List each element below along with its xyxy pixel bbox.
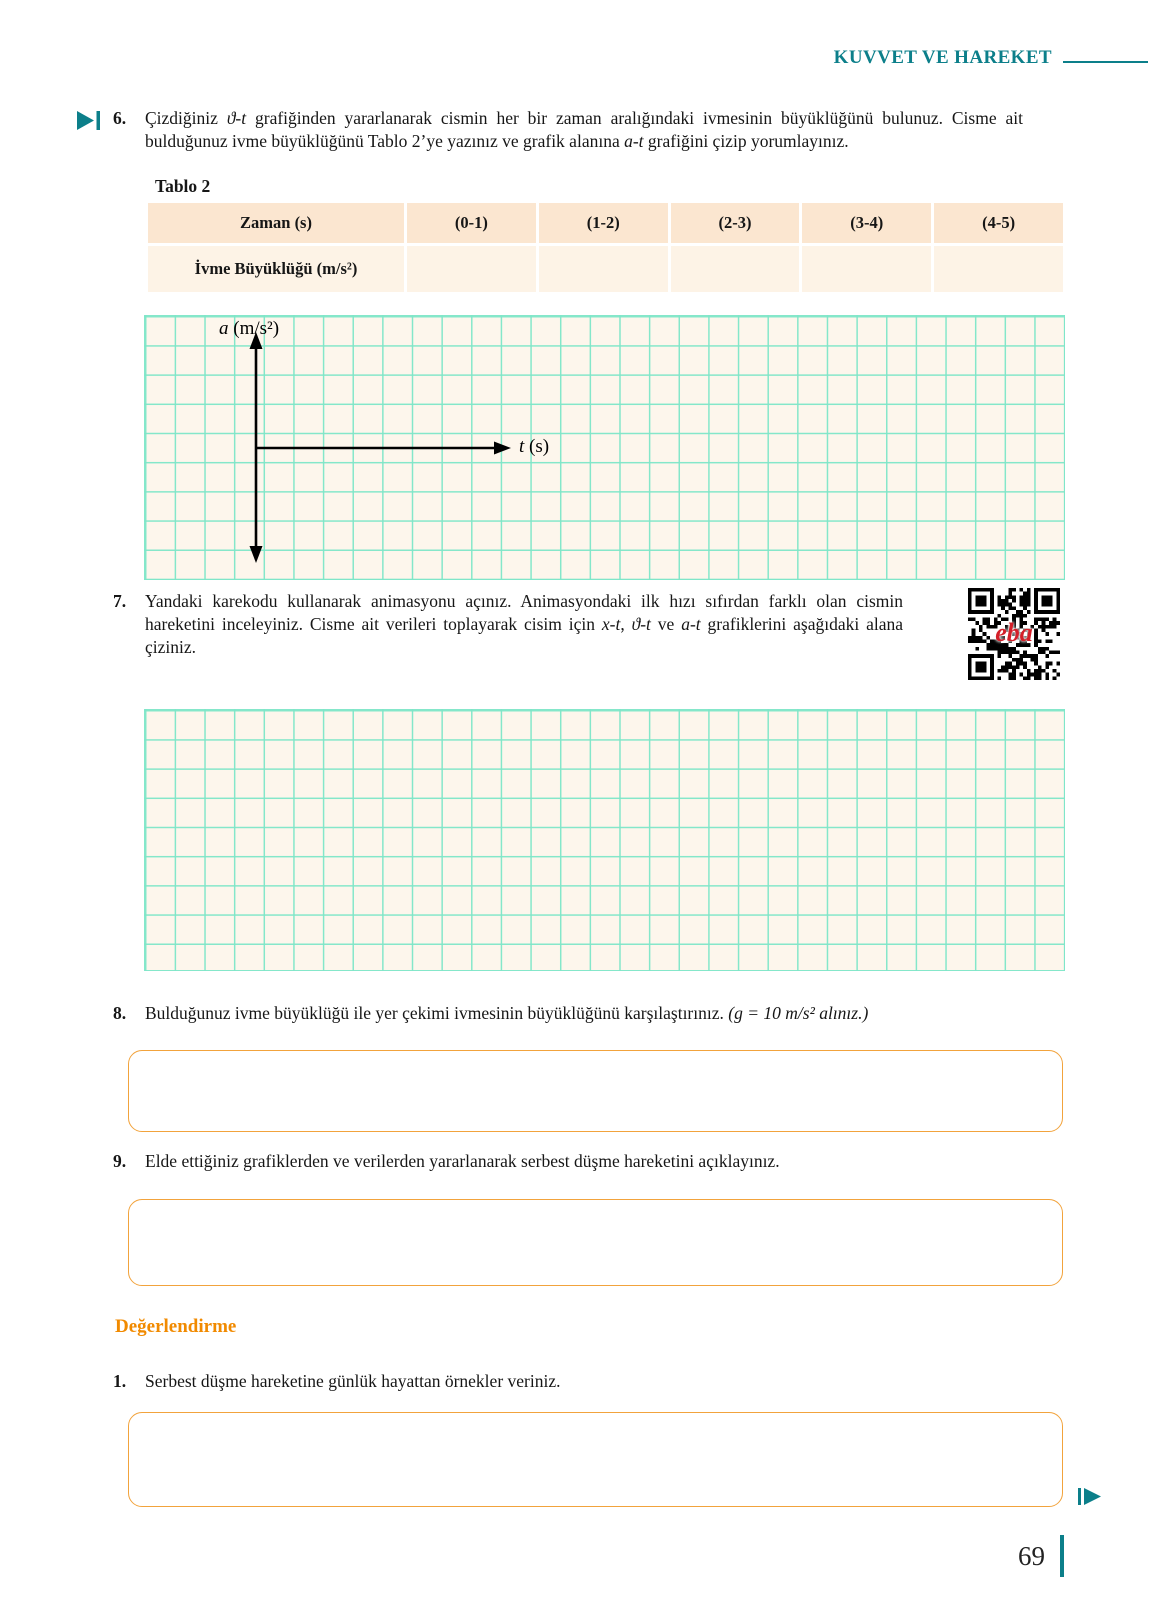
question-9-number: 9. xyxy=(113,1151,127,1171)
q8-text-part: Bulduğunuz ivme büyüklüğü ile yer çekimi ivmesinin büyüklüğünü karşılaştırınız. xyxy=(145,1003,729,1023)
header-rule xyxy=(1063,61,1148,63)
table-empty-cell[interactable] xyxy=(539,246,668,292)
table-empty-cell[interactable] xyxy=(934,246,1063,292)
table-header-zaman: Zaman (s) xyxy=(148,203,404,243)
q7-text-part: ve xyxy=(650,614,682,634)
y-axis-label xyxy=(219,318,279,340)
page-number: 69 xyxy=(1018,1541,1045,1571)
q8-italic-g: (g = 10 m/s² alınız.) xyxy=(728,1003,869,1023)
question-8 xyxy=(113,1002,1023,1025)
q7-text-part: , xyxy=(620,614,632,634)
question-7-text xyxy=(113,590,903,659)
q7-text-part: Yandaki karekodu kullanarak animasyonu açınız. Animasyondaki ilk hızı sıfırdan farklı olan cismin hareketini inceleyiniz. Cisme ait verileri toplayarak cisim için xyxy=(145,591,903,634)
chapter-title: KUVVET VE HAREKET xyxy=(833,47,1052,68)
q6-italic-at: a-t xyxy=(624,131,644,151)
table-header-interval: (4-5) xyxy=(934,203,1063,243)
answer-box-eval-1[interactable] xyxy=(128,1412,1063,1507)
q7-italic-xt: x-t xyxy=(601,614,621,634)
page-number-rule xyxy=(1060,1535,1064,1577)
y-axis-var: a xyxy=(219,318,229,339)
q7-italic-at: a-t xyxy=(681,614,701,634)
x-axis-label xyxy=(519,436,549,458)
section-marker-icon xyxy=(77,111,102,135)
evaluation-heading: Değerlendirme xyxy=(115,1316,237,1337)
evaluation-question-1 xyxy=(113,1370,1023,1393)
table-header-interval: (2-3) xyxy=(671,203,800,243)
answer-box-q9[interactable] xyxy=(128,1199,1063,1286)
table-empty-cell[interactable] xyxy=(802,246,931,292)
q7-italic-vt: ϑ-t xyxy=(631,614,651,634)
table-header-interval: (3-4) xyxy=(802,203,931,243)
y-axis-unit: (m/s²) xyxy=(228,318,280,339)
q7-text-part: grafiklerini aşağıdaki alana çiziniz. xyxy=(145,614,904,657)
question-6-text xyxy=(113,107,1023,153)
answer-box-q8[interactable] xyxy=(128,1050,1063,1132)
table-2-title: Tablo 2 xyxy=(155,176,211,196)
table-header-interval: (1-2) xyxy=(539,203,668,243)
qr-code xyxy=(968,588,1060,680)
question-8-number: 8. xyxy=(113,1003,127,1023)
x-axis-var: t xyxy=(519,436,525,457)
table-empty-cell[interactable] xyxy=(407,246,536,292)
x-axis-unit: (s) xyxy=(524,436,550,457)
evaluation-question-1-text: Serbest düşme hareketine günlük hayattan örnekler veriniz. xyxy=(145,1371,561,1391)
a-t-axes xyxy=(145,316,1064,579)
q6-text-part: grafiğini çizip yorumlayınız. xyxy=(643,131,849,151)
question-6-number: 6. xyxy=(113,108,127,128)
question-7 xyxy=(113,590,1023,659)
q6-text-part: Çizdiğiniz xyxy=(145,108,227,128)
q6-italic-vt: ϑ-t xyxy=(226,108,247,128)
question-7-number: 7. xyxy=(113,591,127,611)
question-8-text xyxy=(113,1002,1023,1025)
evaluation-question-1-number: 1. xyxy=(113,1371,127,1391)
table-header-interval: (0-1) xyxy=(407,203,536,243)
section-end-icon xyxy=(1078,1488,1101,1510)
q6-text-part: grafiğinden yararlanarak cismin her bir zaman aralığındaki ivmesinin büyüklüğünü bulunuz. Cisme ait bulduğunuz ivme büyüklüğünü Tablo 2’ye yazınız ve grafik alanına xyxy=(145,108,1023,151)
graph-area-a-t[interactable] xyxy=(144,315,1065,580)
question-9 xyxy=(113,1150,1023,1173)
table-empty-cell[interactable] xyxy=(671,246,800,292)
graph-area-free-draw[interactable] xyxy=(144,709,1065,971)
table-row-label: İvme Büyüklüğü (m/s²) xyxy=(148,246,404,292)
question-9-text: Elde ettiğiniz grafiklerden ve verilerden yararlanarak serbest düşme hareketini açıklayınız. xyxy=(145,1151,780,1171)
eba-logo: eba xyxy=(995,617,1033,647)
table-2 xyxy=(148,203,1063,292)
question-6 xyxy=(113,107,1023,153)
